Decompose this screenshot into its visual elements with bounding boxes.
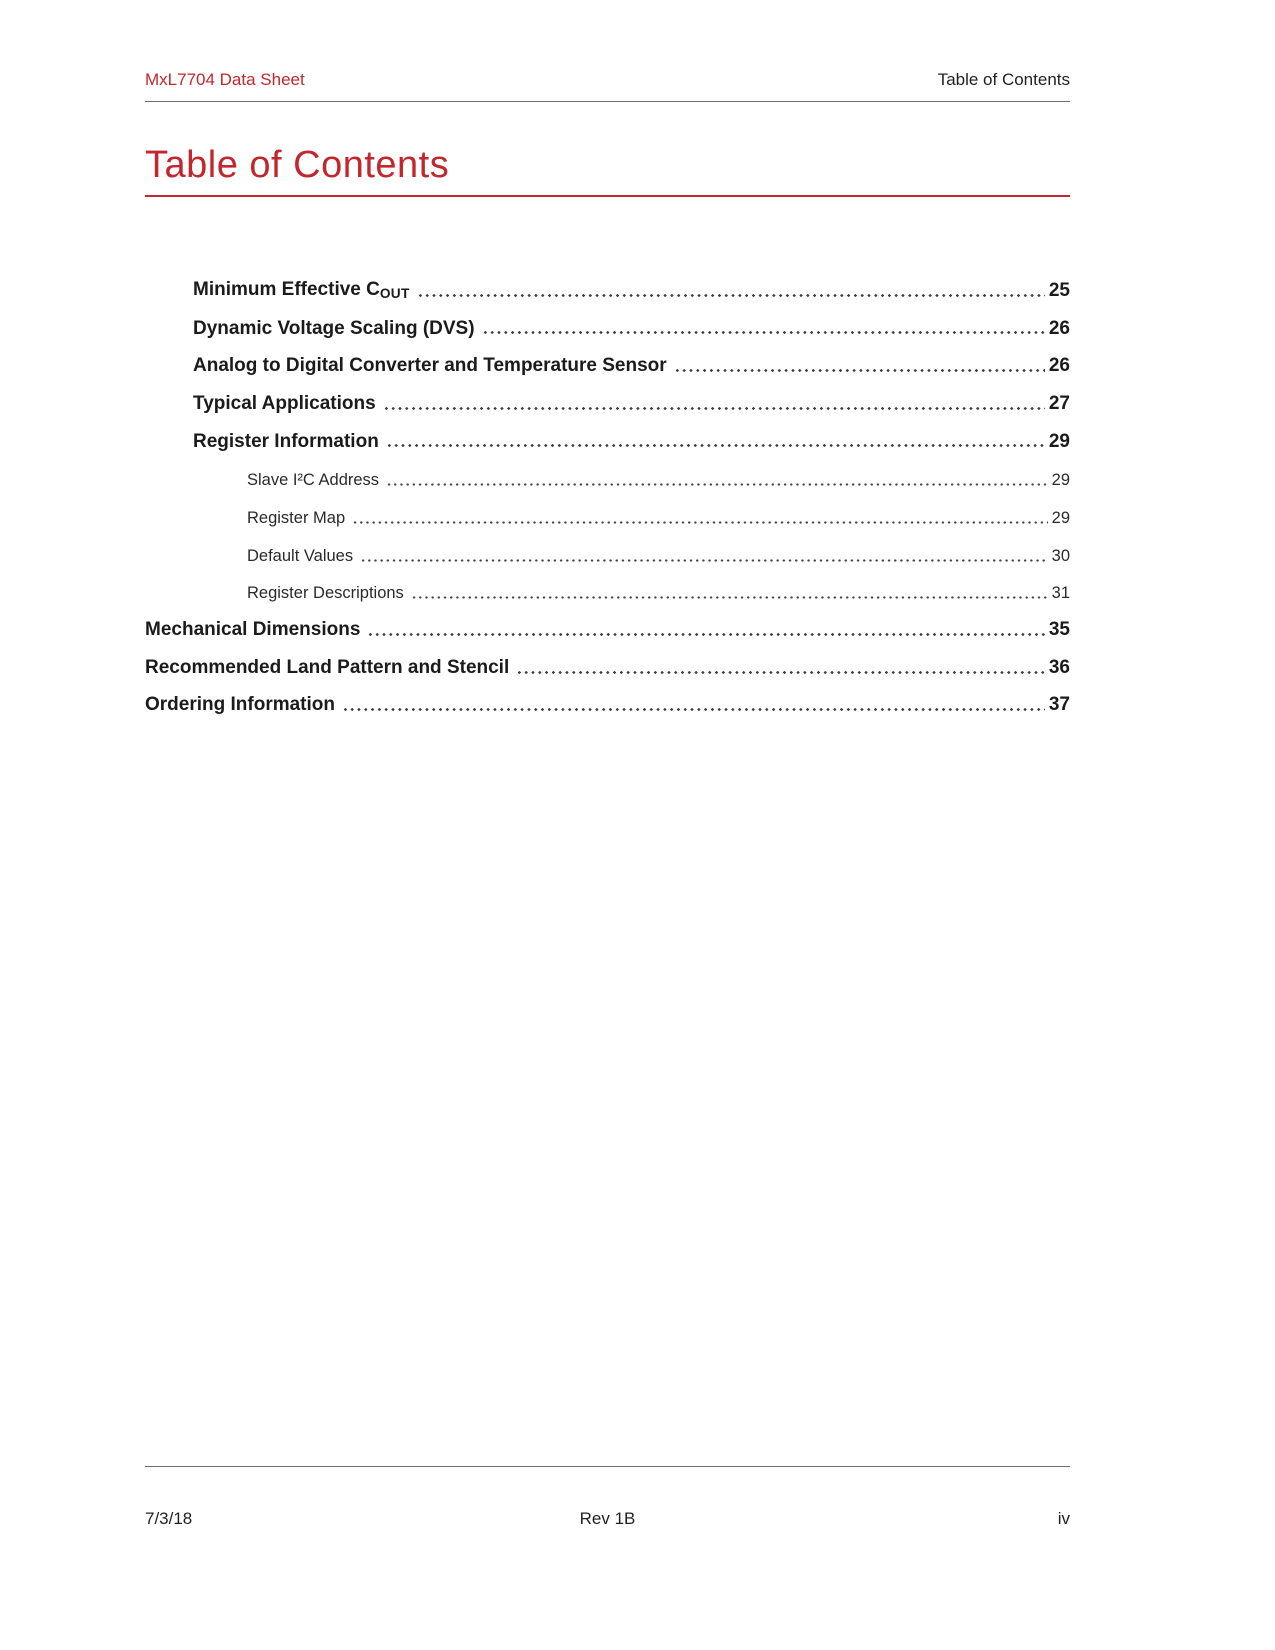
toc-entry-page: 30: [1051, 546, 1070, 565]
toc-entry-page: 29: [1051, 471, 1070, 490]
dot-leader: [360, 559, 1048, 562]
header-doc-title: MxL7704 Data Sheet: [145, 70, 305, 89]
toc-entry-label: Default Values: [247, 546, 354, 565]
dot-leader: [386, 444, 1045, 447]
toc-entry[interactable]: [145, 490, 1070, 528]
dot-leader: [411, 596, 1048, 599]
toc-entry-page: 27: [1048, 392, 1070, 414]
toc-entry-label: Dynamic Voltage Scaling (DVS): [193, 317, 475, 339]
toc-entry-label: Register Descriptions: [247, 584, 404, 603]
header-section-title: Table of Contents: [937, 70, 1070, 89]
toc-entry-label: Ordering Information: [145, 694, 335, 716]
dot-leader: [417, 294, 1045, 297]
toc-entry-label: Register Map: [247, 508, 346, 527]
toc-entry-page: 29: [1051, 508, 1070, 527]
dot-leader: [674, 369, 1045, 372]
dot-leader: [352, 521, 1048, 524]
toc-entry-label: Minimum Effective $C_{OUT}$: [193, 278, 410, 301]
toc-entry[interactable]: [145, 302, 1070, 340]
dot-leader: [482, 331, 1045, 334]
toc-entry-page: 35: [1048, 619, 1070, 641]
dot-leader: [386, 483, 1048, 486]
toc-entry-label: Recommended Land Pattern and Stencil: [145, 656, 510, 678]
toc-entry-label: Analog to Digital Converter and Temperature Sensor: [193, 355, 667, 377]
toc-entry-page: 36: [1048, 656, 1070, 678]
dot-leader: [367, 633, 1044, 636]
toc-entry-label: Register Information: [193, 430, 379, 452]
dot-leader: [516, 671, 1045, 674]
toc-entry-page: 26: [1048, 317, 1070, 339]
dot-leader: [342, 708, 1045, 711]
running-footer: [145, 1466, 1070, 1529]
page-title: Table of Contents: [145, 144, 450, 186]
toc-entry[interactable]: [145, 641, 1070, 679]
page-title-block: [145, 146, 1070, 197]
toc-entry-page: 29: [1048, 430, 1070, 452]
toc-entry-label: Slave I²C Address: [247, 471, 380, 490]
toc-entry-page: 37: [1048, 694, 1070, 716]
toc-entry[interactable]: [145, 452, 1070, 490]
toc-entry[interactable]: [145, 339, 1070, 377]
toc-entry-label: Mechanical Dimensions: [145, 619, 361, 641]
toc-entry[interactable]: [145, 679, 1070, 717]
toc-entry[interactable]: [145, 377, 1070, 415]
footer-date: 7/3/18: [145, 1509, 193, 1528]
toc-entry[interactable]: [145, 415, 1070, 453]
subscript-text: OUT: [379, 285, 410, 301]
footer-page-number: iv: [1057, 1509, 1070, 1528]
dot-leader: [383, 407, 1045, 410]
toc-entry-page: 26: [1048, 355, 1070, 377]
running-header: [145, 70, 1070, 102]
toc-entry[interactable]: [145, 528, 1070, 566]
toc-entry-page: 25: [1048, 279, 1070, 301]
toc-entry[interactable]: [145, 264, 1070, 302]
toc-entry-page: 31: [1051, 584, 1070, 603]
footer-revision: Rev 1B: [579, 1509, 636, 1528]
toc-entry[interactable]: [145, 566, 1070, 604]
table-of-contents: [145, 264, 1070, 716]
toc-entry[interactable]: [145, 603, 1070, 641]
toc-entry-label: Typical Applications: [193, 392, 376, 414]
